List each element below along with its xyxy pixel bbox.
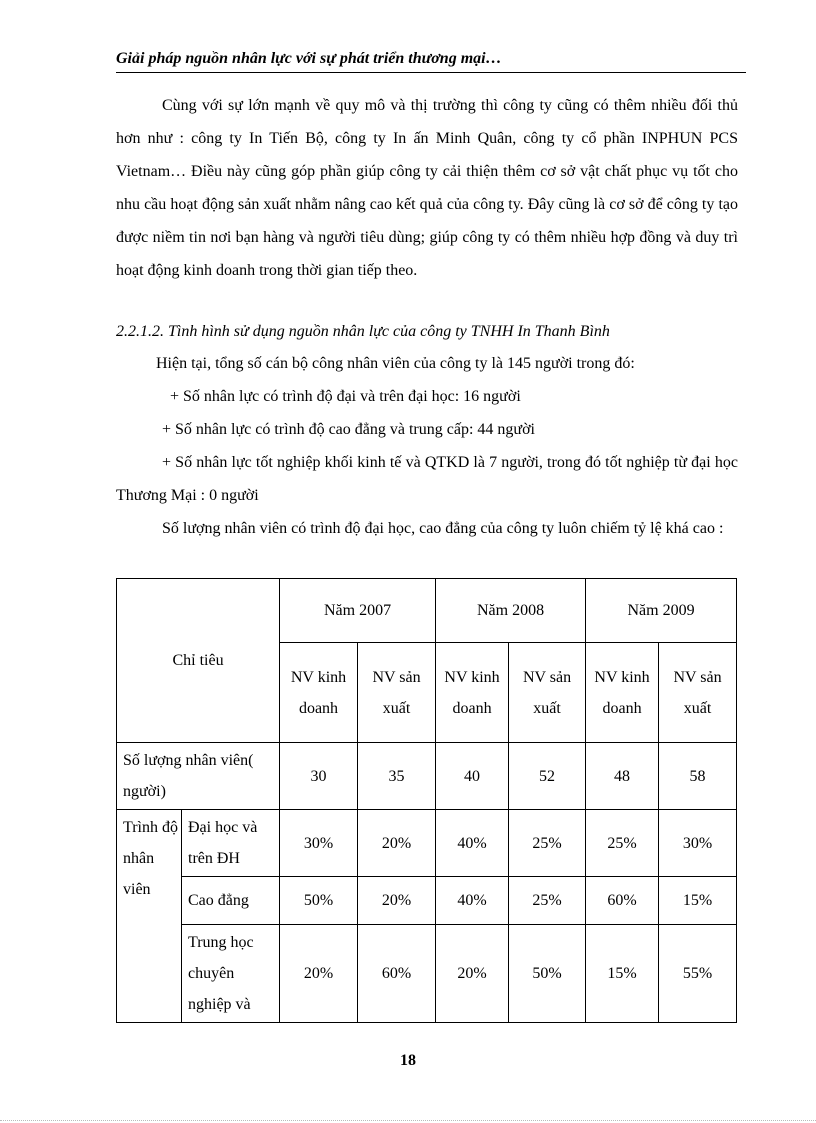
page-number: 18 <box>400 1052 416 1069</box>
table-cell: 25% <box>509 877 586 925</box>
staff-total-intro: Hiện tại, tổng số cán bộ công nhân viên của công ty là 145 người trong đó: <box>156 355 635 372</box>
section-subheading: 2.2.1.2. Tình hình sử dụng nguồn nhân lực của công ty TNHH In Thanh Bình <box>116 323 610 340</box>
table-cell: 52 <box>509 743 586 810</box>
subheader-production: NV sản xuất <box>509 643 586 743</box>
table-cell: 50% <box>509 925 586 1023</box>
subheader-business: NV kinh doanh <box>280 643 358 743</box>
table-cell: 40% <box>436 810 509 877</box>
header-year-2009: Năm 2009 <box>586 579 737 643</box>
table-cell: 58 <box>659 743 737 810</box>
table-cell: 35 <box>358 743 436 810</box>
subheader-business: NV kinh doanh <box>586 643 659 743</box>
table-header-row <box>117 579 737 643</box>
subheader-production: NV sản xuất <box>358 643 436 743</box>
table-row <box>117 743 737 810</box>
table-cell: 20% <box>280 925 358 1023</box>
table-cell: 55% <box>659 925 737 1023</box>
table-cell: 20% <box>358 877 436 925</box>
table-cell: 40% <box>436 877 509 925</box>
table-cell: 30 <box>280 743 358 810</box>
table-cell: 30% <box>280 810 358 877</box>
table-cell: 15% <box>659 877 737 925</box>
header-rule <box>116 72 746 73</box>
staff-item-economics: + Số nhân lực tốt nghiệp khối kinh tế và QTKD là 7 người, trong đó tốt nghiệp từ đại học Thương Mại : 0 người <box>116 454 738 504</box>
staff-item-college: + Số nhân lực có trình độ cao đẳng và trung cấp: 44 người <box>162 421 535 438</box>
row-label: Cao đẳng <box>182 877 280 925</box>
table-cell: 20% <box>358 810 436 877</box>
row-label: Đại học và trên ĐH <box>182 810 280 877</box>
subheader-business: NV kinh doanh <box>436 643 509 743</box>
header-chi-tieu: Chỉ tiêu <box>117 579 280 743</box>
table-row <box>117 925 737 1023</box>
table-row <box>117 877 737 925</box>
table-row <box>117 810 737 877</box>
paragraph-competitors: Cùng với sự lớn mạnh về quy mô và thị trường thì công ty cũng có thêm nhiều đối thủ hơn như : công ty In Tiến Bộ, công ty In ấn Minh Quân, công ty cổ phần INPHUN PCS Vietnam… Điều này cũng góp phần giúp công ty cải thiện thêm cơ sở vật chất phục vụ tốt cho nhu cầu hoạt động sản xuất nhằm nâng cao kết quả của công ty. Đây cũng là cơ sở để công ty tạo được niềm tin nơi bạn hàng và người tiêu dùng; giúp công ty có thêm nhiều hợp đồng và duy trì hoạt động kinh doanh trong thời gian tiếp theo. <box>116 97 738 279</box>
paragraph-ratio: Số lượng nhân viên có trình độ đại học, cao đẳng của công ty luôn chiếm tỷ lệ khá cao : <box>162 520 724 537</box>
table-cell: 50% <box>280 877 358 925</box>
table-cell: 20% <box>436 925 509 1023</box>
header-year-2008: Năm 2008 <box>436 579 586 643</box>
row-group-education: Trình độ nhân viên <box>117 810 182 1023</box>
row-label-staff-count: Số lượng nhân viên( người) <box>117 743 280 810</box>
table-cell: 30% <box>659 810 737 877</box>
table-cell: 15% <box>586 925 659 1023</box>
page-bottom-rule <box>0 1120 816 1121</box>
table-cell: 60% <box>358 925 436 1023</box>
staff-table <box>116 578 737 1023</box>
subheader-production: NV sản xuất <box>659 643 737 743</box>
row-label: Trung học chuyên nghiệp và <box>182 925 280 1023</box>
table-cell: 40 <box>436 743 509 810</box>
table-cell: 60% <box>586 877 659 925</box>
running-header-title: Giải pháp nguồn nhân lực với sự phát triển thương mại… <box>116 50 502 67</box>
staff-item-university: + Số nhân lực có trình độ đại và trên đại học: 16 người <box>170 388 521 405</box>
table-cell: 25% <box>586 810 659 877</box>
table-cell: 48 <box>586 743 659 810</box>
table-cell: 25% <box>509 810 586 877</box>
header-year-2007: Năm 2007 <box>280 579 436 643</box>
